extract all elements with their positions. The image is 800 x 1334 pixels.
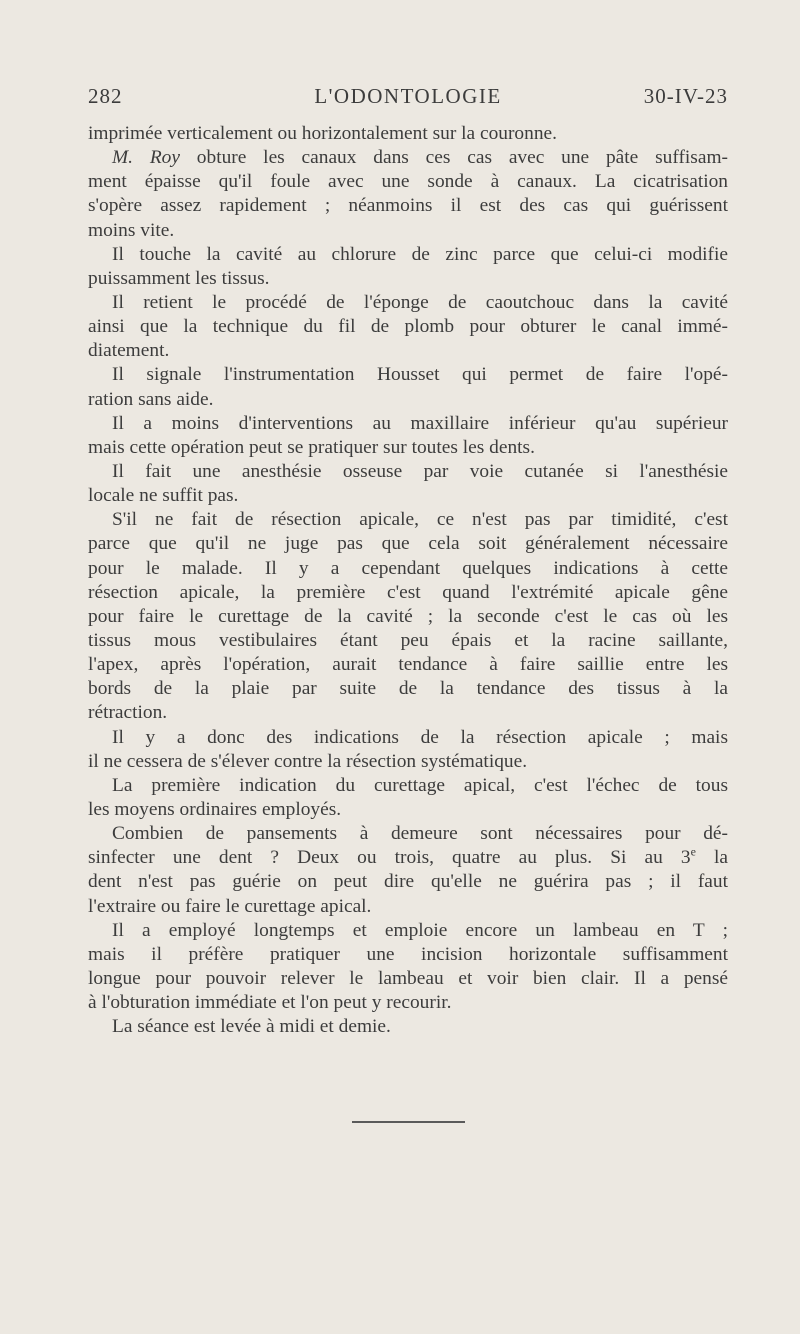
text-line [88, 822, 728, 846]
text-line [88, 363, 728, 387]
text-line [88, 436, 728, 460]
text-line [88, 412, 728, 436]
text-line [88, 895, 728, 919]
text-line-content: longue pour pouvoir relever le lambeau et voir bien clair. Il a pensé [88, 967, 728, 989]
text-line-content: ment épaisse qu'il foule avec une sonde à canaux. La cicatrisation [88, 171, 728, 193]
text-line [88, 339, 728, 363]
text-line [88, 219, 728, 243]
text-line-content: Il signale l'instrumentation Housset qui permet de faire l'opé- [112, 364, 728, 386]
text-line [88, 557, 728, 581]
text-line-content: dent n'est pas guérie on peut dire qu'elle ne guérira pas ; il faut [88, 871, 728, 893]
text-line-content: s'opère assez rapidement ; néanmoins il est des cas qui guérissent [88, 195, 728, 217]
text-line-content: Il touche la cavité au chlorure de zinc parce que celui-ci modifie [112, 243, 728, 265]
text-line [88, 122, 728, 146]
text-line [88, 919, 728, 943]
text-line [88, 701, 728, 725]
text-line [88, 774, 728, 798]
running-header [88, 84, 728, 114]
text-line-content: puissamment les tissus. [88, 267, 270, 289]
text-line-content: pour faire le curettage de la cavité ; la seconde c'est le cas où les [88, 605, 728, 627]
text-line-content: Il y a donc des indications de la résection apicale ; mais [112, 726, 728, 748]
text-line [88, 677, 728, 701]
text-line-content: Il retient le procédé de l'éponge de caoutchouc dans la cavité [112, 291, 728, 313]
text-line-content: Il a moins d'interventions au maxillaire inférieur qu'au supérieur [112, 412, 728, 434]
text-line-content: La séance est levée à midi et demie. [112, 1016, 391, 1038]
text-line-content: pour le malade. Il y a cependant quelques indications à cette [88, 557, 728, 579]
text-line-content: S'il ne fait de résection apicale, ce n'est pas par timidité, c'est [112, 509, 728, 531]
text-line [88, 726, 728, 750]
text-line [88, 460, 728, 484]
text-line [88, 532, 728, 556]
end-rule [352, 1121, 465, 1123]
text-line-content: ration sans aide. [88, 388, 214, 410]
text-line-content: l'apex, après l'opération, aurait tendance à faire saillie entre les [88, 654, 728, 676]
issue-date: 30-IV-23 [643, 84, 728, 108]
text-line-content: parce que qu'il ne juge pas que cela soit généralement nécessaire [88, 533, 728, 555]
text-line [88, 291, 728, 315]
text-line [88, 653, 728, 677]
superscript: e [690, 844, 696, 859]
text-line [88, 508, 728, 532]
text-line-content: locale ne suffit pas. [88, 485, 239, 507]
text-line-content: Il a employé longtemps et emploie encore un lambeau en T ; [112, 919, 728, 941]
text-line-content: bords de la plaie par suite de la tendance des tissus à la [88, 678, 728, 700]
text-line [88, 484, 728, 508]
text-line-content: Il fait une anesthésie osseuse par voie cutanée si l'anesthésie [112, 460, 728, 482]
text-line [88, 967, 728, 991]
text-line-content: imprimée verticalement ou horizontalement sur la couronne. [88, 123, 557, 144]
text-line-content: diatement. [88, 340, 170, 362]
text-line-content: sinfecter une dent ? Deux ou trois, quatre au plus. Si au 3 [88, 847, 691, 869]
text-line-content: l'extraire ou faire le curettage apical. [88, 895, 372, 917]
text-line [88, 870, 728, 894]
text-line [88, 388, 728, 412]
text-line-content: à l'obturation immédiate et l'on peut y recourir. [88, 992, 452, 1014]
text-line [88, 243, 728, 267]
text-line [88, 605, 728, 629]
text-line-content: La première indication du curettage apical, c'est l'échec de tous [112, 774, 728, 796]
text-line [88, 581, 728, 605]
text-line-content: rétraction. [88, 702, 168, 724]
text-line-content: ainsi que la technique du fil de plomb pour obturer le canal immé- [88, 316, 728, 338]
text-line [88, 267, 728, 291]
text-line-content: mais il préfère pratiquer une incision horizontale suffisamment [88, 943, 728, 965]
text-line-content: M. Roy obture les canaux dans ces cas avec une pâte suffisam- [112, 147, 728, 169]
text-line [88, 146, 728, 170]
text-line-content: résection apicale, la première c'est quand l'extrémité apicale gêne [88, 581, 728, 603]
text-line-content: moins vite. [88, 219, 175, 241]
text-line [88, 750, 728, 774]
article-body [88, 122, 728, 1039]
text-line-content: il ne cessera de s'élever contre la résection systématique. [88, 750, 528, 772]
text-line-content: les moyens ordinaires employés. [88, 798, 342, 820]
text-line [88, 194, 728, 218]
text-line-content: Combien de pansements à demeure sont nécessaires pour dé- [112, 823, 728, 845]
text-line [88, 846, 728, 870]
person-name: M. Roy [112, 147, 180, 169]
page-number: 282 [88, 84, 123, 108]
text-line [88, 943, 728, 967]
text-line [88, 1015, 728, 1039]
text-line-tail: la [695, 847, 729, 869]
text-line [88, 315, 728, 339]
text-line [88, 798, 728, 822]
journal-title: L'ODONTOLOGIE [314, 84, 502, 108]
text-line [88, 170, 728, 194]
text-line [88, 629, 728, 653]
text-line-content: mais cette opération peut se pratiquer sur toutes les dents. [88, 436, 535, 458]
text-line-content: tissus mous vestibulaires étant peu épais et la racine saillante, [88, 629, 728, 651]
text-line [88, 991, 728, 1015]
